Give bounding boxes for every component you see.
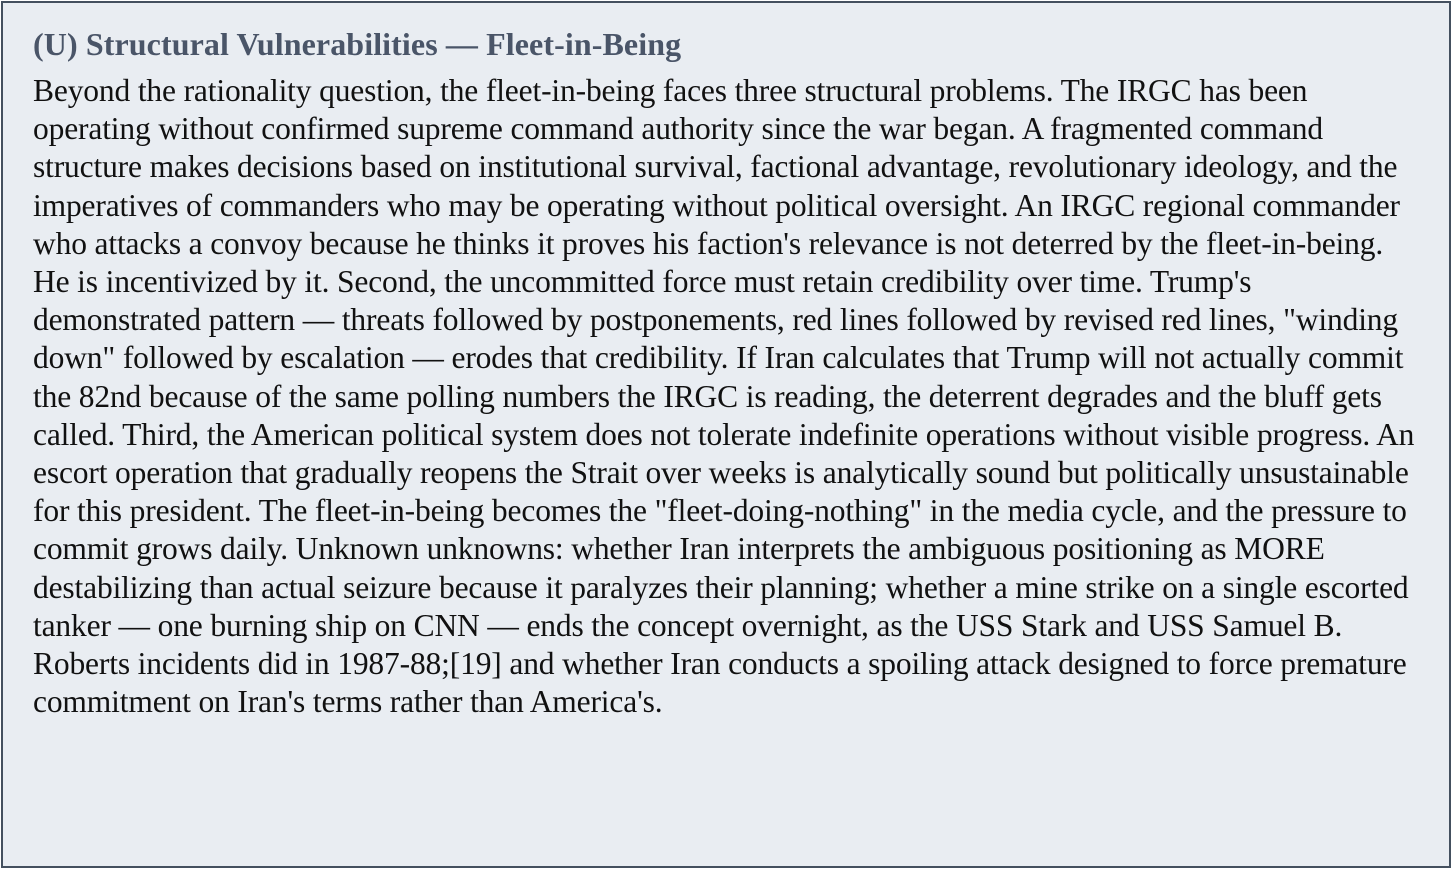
callout-box — [1, 1, 1451, 868]
callout-body-text: Beyond the rationality question, the fleet-in-being faces three structural problems. The IRGC has been operating without confirmed supreme command authority since the war began. A fragmented command structure makes decisions based on institutional survival, factional advantage, revolutionary ideology, and the imperatives of commanders who may be operating without political oversight. An IRGC regional commander who attacks a convoy because he thinks it proves his faction's relevance is not deterred by the fleet-in-being. He is incentivized by it. Second, the uncommitted force must retain credibility over time. Trump's demonstrated pattern — threats followed by postponements, red lines followed by revised red lines, "winding down" followed by escalation — erodes that credibility. If Iran calculates that Trump will not actually commit the 82nd because of the same polling numbers the IRGC is reading, the deterrent degrades and the bluff gets called. Third, the American political system does not tolerate indefinite operations without visible progress. An escort operation that gradually reopens the Strait over weeks is analytically sound but politically unsustainable for this president. The fleet-in-being becomes the "fleet-doing-nothing" in the media cycle, and the pressure to commit grows daily. Unknown unknowns: whether Iran interprets the ambiguous positioning as MORE destabilizing than actual seizure because it paralyzes their planning; whether a mine strike on a single escorted tanker — one burning ship on CNN — ends the concept overnight, as the USS Stark and USS Samuel B. Roberts incidents did in 1987-88;[19] and whether Iran conducts a spoiling attack designed to force premature commitment on Iran's terms rather than America's. — [33, 73, 1415, 720]
callout-title: (U) Structural Vulnerabilities — Fleet-in-Being — [33, 26, 682, 62]
